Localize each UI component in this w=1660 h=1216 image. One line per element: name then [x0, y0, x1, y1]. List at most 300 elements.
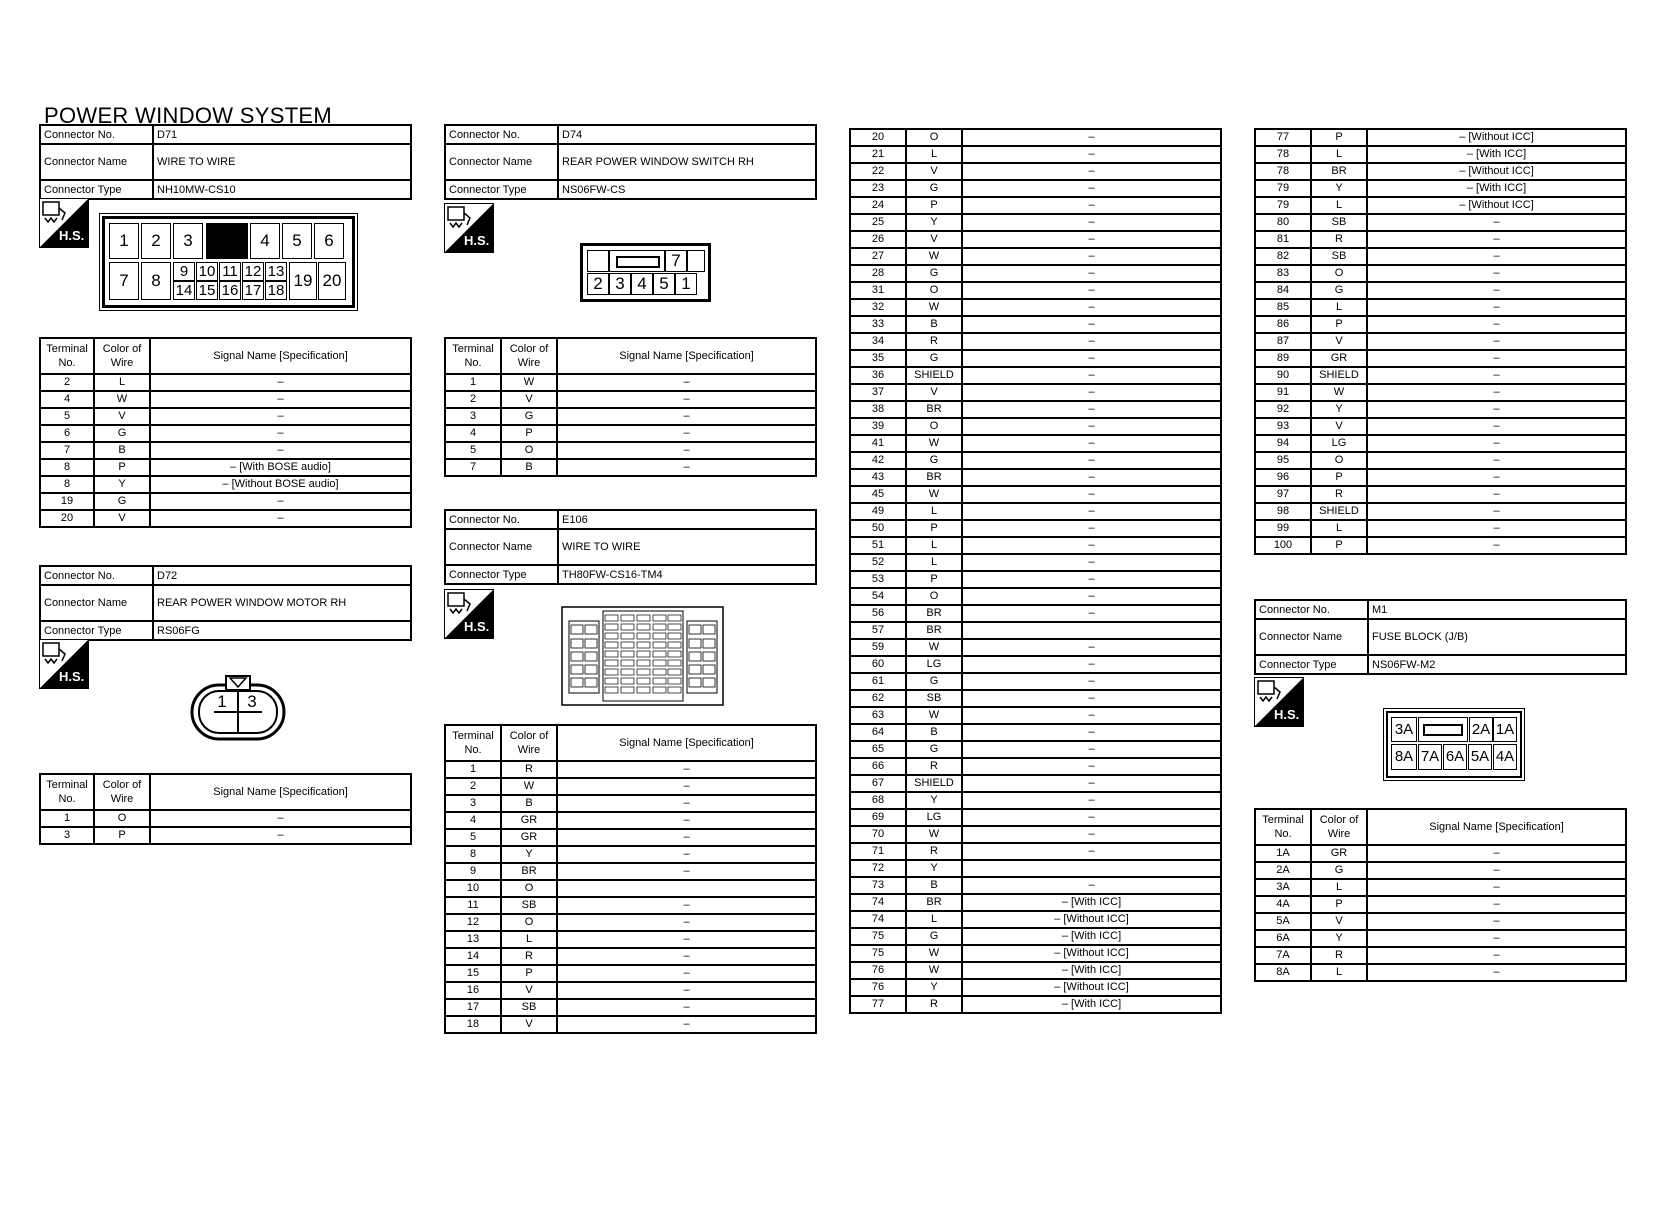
terminal-row: [1255, 248, 1626, 265]
terminal-no: 5A: [1255, 913, 1311, 930]
terminal-row: [1255, 384, 1626, 401]
terminal-no: 38: [850, 401, 906, 418]
wire-color: V: [501, 982, 557, 999]
wire-color: P: [1311, 469, 1367, 486]
terminal-row: [445, 914, 816, 931]
signal-name: –: [1367, 418, 1626, 435]
terminal-row: [445, 863, 816, 880]
terminal-row: [850, 843, 1221, 860]
signal-name: – [With ICC]: [962, 996, 1221, 1013]
wire-color: L: [906, 146, 962, 163]
terminal-row: [850, 435, 1221, 452]
terminal-row: [445, 965, 816, 982]
terminal-no: 43: [850, 469, 906, 486]
terminal-cell: 8: [141, 262, 171, 300]
signal-name: –: [557, 761, 816, 778]
connector-diagram-d72: [190, 673, 286, 743]
terminal-no: 4A: [1255, 896, 1311, 913]
hs-label: H.S.: [59, 669, 85, 684]
terminal-no: 98: [1255, 503, 1311, 520]
signal-name: –: [962, 588, 1221, 605]
signal-name: –: [962, 197, 1221, 214]
terminal-row: [1255, 401, 1626, 418]
terminal-row: [850, 350, 1221, 367]
signal-name: –: [962, 384, 1221, 401]
terminal-no: 13: [445, 931, 501, 948]
terminal-row: [445, 982, 816, 999]
signal-name: –: [1367, 231, 1626, 248]
terminal-row: [850, 724, 1221, 741]
terminal-no: 56: [850, 605, 906, 622]
terminal-row: [850, 877, 1221, 894]
wire-color: G: [906, 350, 962, 367]
wire-color: R: [906, 843, 962, 860]
terminal-no: 65: [850, 741, 906, 758]
terminal-no: 17: [445, 999, 501, 1016]
terminal-no: 49: [850, 503, 906, 520]
terminal-no: 2A: [1255, 862, 1311, 879]
wire-color: G: [906, 741, 962, 758]
wire-color: P: [501, 425, 557, 442]
terminal-no: 82: [1255, 248, 1311, 265]
terminal-no: 64: [850, 724, 906, 741]
terminal-no: 37: [850, 384, 906, 401]
terminal-no: 2: [40, 374, 94, 391]
terminal-no: 96: [1255, 469, 1311, 486]
terminal-no: 41: [850, 435, 906, 452]
terminal-no: 74: [850, 911, 906, 928]
terminal-no: 5: [445, 829, 501, 846]
wire-color: R: [501, 761, 557, 778]
signal-name: – [With ICC]: [962, 962, 1221, 979]
terminal-cell: 2: [141, 223, 171, 259]
terminal-no: 14: [445, 948, 501, 965]
terminal-cell: 14: [173, 281, 195, 300]
terminal-row: [40, 510, 411, 527]
terminal-row: [1255, 896, 1626, 913]
wire-color: V: [906, 163, 962, 180]
wire-color: V: [906, 231, 962, 248]
wire-color: V: [906, 384, 962, 401]
signal-name: –: [557, 374, 816, 391]
terminal-row: [40, 425, 411, 442]
terminal-row: [850, 316, 1221, 333]
wire-color: LG: [906, 656, 962, 673]
terminal-row: [850, 979, 1221, 996]
wire-color: G: [94, 425, 150, 442]
terminal-row: [850, 503, 1221, 520]
terminal-row: [850, 741, 1221, 758]
signal-name: –: [962, 129, 1221, 146]
terminal-no: 12: [445, 914, 501, 931]
signal-name: –: [1367, 350, 1626, 367]
terminal-no: 1: [445, 374, 501, 391]
terminal-row: [850, 588, 1221, 605]
terminal-row: [40, 476, 411, 493]
terminal-no: 7: [40, 442, 94, 459]
terminal-row: [40, 827, 411, 844]
wire-color: L: [1311, 299, 1367, 316]
connector-info-d74: Connector No. D74 Connector Name REAR POWER WINDOW SWITCH RH Connector Type NS06FW-CS: [444, 124, 817, 200]
terminal-no: 2: [445, 391, 501, 408]
terminal-cell: 9: [173, 262, 195, 281]
terminal-row: [850, 860, 1221, 877]
signal-name: – [With ICC]: [962, 928, 1221, 945]
terminal-cell: 7A: [1418, 744, 1442, 770]
wire-color: W: [906, 962, 962, 979]
terminal-no: 86: [1255, 316, 1311, 333]
terminal-no: 80: [1255, 214, 1311, 231]
terminal-row: [850, 639, 1221, 656]
terminal-no: 10: [445, 880, 501, 897]
signal-name: –: [1367, 469, 1626, 486]
wire-color: B: [906, 877, 962, 894]
terminal-no: 91: [1255, 384, 1311, 401]
connector-no: D71: [153, 125, 411, 144]
signal-name: –: [962, 503, 1221, 520]
terminal-no: 95: [1255, 452, 1311, 469]
wire-color: R: [1311, 231, 1367, 248]
terminal-no: 3A: [1255, 879, 1311, 896]
wire-color: P: [906, 520, 962, 537]
signal-name: – [Without BOSE audio]: [150, 476, 411, 493]
signal-name: –: [962, 877, 1221, 894]
terminal-no: 28: [850, 265, 906, 282]
terminal-row: [40, 810, 411, 827]
wire-color: O: [501, 880, 557, 897]
signal-name: –: [1367, 282, 1626, 299]
wire-color: SB: [1311, 214, 1367, 231]
terminal-row: [1255, 435, 1626, 452]
terminal-row: [445, 795, 816, 812]
hs-label: H.S.: [1274, 707, 1300, 722]
terminal-row: [1255, 503, 1626, 520]
terminal-table-e106-cont1: [849, 128, 1222, 1014]
signal-name: –: [962, 843, 1221, 860]
terminal-no: 60: [850, 656, 906, 673]
signal-name: –: [1367, 913, 1626, 930]
terminal-row: [445, 761, 816, 778]
signal-name: –: [557, 425, 816, 442]
signal-name: –: [1367, 947, 1626, 964]
connector-diagram-m1: [1386, 711, 1522, 778]
terminal-cell: 17: [242, 281, 264, 300]
connector-info-m1: Connector No. M1 Connector Name FUSE BLOCK (J/B) Connector Type NS06FW-M2: [1254, 599, 1627, 675]
wire-color: W: [501, 778, 557, 795]
terminal-row: [850, 401, 1221, 418]
signal-name: –: [962, 775, 1221, 792]
connector-info-d72: Connector No. D72 Connector Name REAR POWER WINDOW MOTOR RH Connector Type RS06FG: [39, 565, 412, 641]
terminal-cell: 1: [109, 223, 139, 259]
wire-color: G: [1311, 862, 1367, 879]
connector-no: D72: [153, 566, 411, 585]
terminal-row: [850, 690, 1221, 707]
terminal-row: [850, 248, 1221, 265]
harness-side-icon: [444, 589, 494, 639]
terminal-row: [1255, 913, 1626, 930]
signal-name: –: [1367, 248, 1626, 265]
signal-name: –: [150, 408, 411, 425]
connector-name: WIRE TO WIRE: [153, 144, 411, 180]
terminal-no: 81: [1255, 231, 1311, 248]
terminal-no: 84: [1255, 282, 1311, 299]
signal-name: –: [962, 537, 1221, 554]
terminal-cell: 7: [665, 250, 687, 272]
signal-name: [557, 880, 816, 897]
terminal-cell: 3: [173, 223, 203, 259]
terminal-no: 32: [850, 299, 906, 316]
wire-color: P: [1311, 316, 1367, 333]
terminal-no: 99: [1255, 520, 1311, 537]
signal-name: –: [557, 408, 816, 425]
terminal-no: 4: [445, 812, 501, 829]
wire-color: W: [906, 945, 962, 962]
terminal-no: 15: [445, 965, 501, 982]
terminal-no: 26: [850, 231, 906, 248]
connector-latch: [609, 250, 665, 272]
signal-name: –: [1367, 503, 1626, 520]
terminal-row: [850, 656, 1221, 673]
signal-name: –: [962, 367, 1221, 384]
wire-color: BR: [1311, 163, 1367, 180]
terminal-no: 76: [850, 979, 906, 996]
terminal-row: [850, 758, 1221, 775]
connector-type: NS06FW-M2: [1368, 655, 1626, 674]
wire-color: P: [501, 965, 557, 982]
wire-color: L: [1311, 197, 1367, 214]
connector-type: NS06FW-CS: [558, 180, 816, 199]
terminal-no: 69: [850, 809, 906, 826]
signal-name: –: [557, 846, 816, 863]
signal-name: –: [962, 316, 1221, 333]
wire-color: O: [501, 442, 557, 459]
signal-name: –: [962, 724, 1221, 741]
signal-name: –: [150, 391, 411, 408]
terminal-row: [850, 299, 1221, 316]
signal-name: –: [962, 605, 1221, 622]
wire-color: Y: [501, 846, 557, 863]
signal-name: –: [150, 510, 411, 527]
terminal-row: [1255, 845, 1626, 862]
signal-name: –: [962, 350, 1221, 367]
signal-name: –: [1367, 367, 1626, 384]
wire-color: V: [501, 1016, 557, 1033]
terminal-no: 7A: [1255, 947, 1311, 964]
terminal-no: 22: [850, 163, 906, 180]
signal-name: –: [962, 707, 1221, 724]
wire-color: V: [1311, 913, 1367, 930]
terminal-no: 78: [1255, 163, 1311, 180]
terminal-cell: 20: [318, 262, 346, 300]
wire-color: B: [906, 724, 962, 741]
wire-color: W: [906, 639, 962, 656]
terminal-row: [1255, 537, 1626, 554]
terminal-no: 18: [445, 1016, 501, 1033]
terminal-row: [850, 707, 1221, 724]
terminal-cell: [687, 250, 705, 272]
terminal-cell: 13: [265, 262, 287, 281]
terminal-cell: 12: [242, 262, 264, 281]
terminal-no: 70: [850, 826, 906, 843]
signal-name: –: [557, 914, 816, 931]
terminal-no: 45: [850, 486, 906, 503]
signal-name: –: [962, 741, 1221, 758]
terminal-row: [1255, 316, 1626, 333]
terminal-no: 62: [850, 690, 906, 707]
connector-latch: [1418, 717, 1468, 742]
wire-color: W: [501, 374, 557, 391]
signal-name: –: [1367, 896, 1626, 913]
terminal-no: 50: [850, 520, 906, 537]
terminal-row: [1255, 452, 1626, 469]
wire-color: G: [906, 180, 962, 197]
terminal-no: 77: [850, 996, 906, 1013]
terminal-row: [850, 792, 1221, 809]
signal-name: –: [962, 214, 1221, 231]
signal-name: – [Without ICC]: [1367, 163, 1626, 180]
connector-diagram-d74: [580, 243, 711, 302]
wire-color: Y: [1311, 930, 1367, 947]
terminal-row: [850, 163, 1221, 180]
terminal-row: [850, 146, 1221, 163]
signal-name: –: [1367, 384, 1626, 401]
signal-name: – [Without ICC]: [962, 945, 1221, 962]
terminal-no: 79: [1255, 197, 1311, 214]
connector-diagram-e106: [561, 606, 724, 706]
signal-name: –: [557, 982, 816, 999]
terminal-row: [40, 459, 411, 476]
terminal-no: 54: [850, 588, 906, 605]
wire-color: P: [94, 827, 150, 844]
terminal-no: 34: [850, 333, 906, 350]
wire-color: R: [906, 996, 962, 1013]
terminal-row: [850, 333, 1221, 350]
signal-name: –: [962, 452, 1221, 469]
terminal-no: 71: [850, 843, 906, 860]
wire-color: L: [94, 374, 150, 391]
terminal-row: [40, 408, 411, 425]
connector-type: RS06FG: [153, 621, 411, 640]
terminal-no: 24: [850, 197, 906, 214]
terminal-no: 33: [850, 316, 906, 333]
signal-name: –: [962, 486, 1221, 503]
signal-name: – [Without ICC]: [962, 979, 1221, 996]
signal-name: –: [962, 231, 1221, 248]
connector-info-e106: Connector No. E106 Connector Name WIRE TO WIRE Connector Type TH80FW-CS16-TM4: [444, 509, 817, 585]
wire-color: O: [1311, 452, 1367, 469]
terminal-cell: 1A: [1493, 717, 1517, 742]
terminal-row: [1255, 862, 1626, 879]
terminal-no: 76: [850, 962, 906, 979]
terminal-no: 83: [1255, 265, 1311, 282]
terminal-row: [850, 180, 1221, 197]
terminal-cell: 1: [217, 692, 227, 711]
signal-name: –: [962, 163, 1221, 180]
terminal-no: 19: [40, 493, 94, 510]
wire-color: B: [501, 459, 557, 476]
terminal-row: [1255, 231, 1626, 248]
terminal-cell: 4A: [1493, 744, 1517, 770]
terminal-cell: 5A: [1468, 744, 1492, 770]
wire-color: V: [94, 510, 150, 527]
wire-color: G: [906, 452, 962, 469]
terminal-cell: 2: [587, 273, 609, 295]
terminal-row: [1255, 197, 1626, 214]
signal-name: [962, 622, 1221, 639]
terminal-no: 6A: [1255, 930, 1311, 947]
wire-color: W: [906, 486, 962, 503]
wire-color: Y: [1311, 401, 1367, 418]
hs-label: H.S.: [464, 619, 490, 634]
signal-name: –: [1367, 333, 1626, 350]
signal-name: –: [962, 265, 1221, 282]
terminal-row: [850, 911, 1221, 928]
terminal-no: 92: [1255, 401, 1311, 418]
signal-name: –: [962, 690, 1221, 707]
connector-name: REAR POWER WINDOW MOTOR RH: [153, 585, 411, 621]
wire-color: R: [906, 333, 962, 350]
terminal-row: [40, 374, 411, 391]
terminal-no: 66: [850, 758, 906, 775]
signal-name: – [With ICC]: [1367, 180, 1626, 197]
terminal-row: [850, 894, 1221, 911]
wire-color: BR: [906, 605, 962, 622]
terminal-row: [850, 282, 1221, 299]
signal-name: –: [962, 418, 1221, 435]
terminal-row: [850, 265, 1221, 282]
terminal-no: 3: [445, 795, 501, 812]
wire-color: B: [906, 316, 962, 333]
signal-name: –: [962, 401, 1221, 418]
terminal-cell: 5: [653, 273, 675, 295]
signal-name: – [Without ICC]: [1367, 129, 1626, 146]
wire-color: BR: [906, 622, 962, 639]
terminal-no: 20: [850, 129, 906, 146]
terminal-row: [850, 945, 1221, 962]
terminal-row: [850, 486, 1221, 503]
terminal-row: [850, 197, 1221, 214]
terminal-no: 68: [850, 792, 906, 809]
signal-name: –: [150, 442, 411, 459]
terminal-row: [850, 129, 1221, 146]
terminal-row: [445, 442, 816, 459]
signal-name: –: [1367, 265, 1626, 282]
terminal-row: [445, 391, 816, 408]
terminal-no: 8: [40, 459, 94, 476]
wire-color: O: [906, 129, 962, 146]
signal-name: –: [962, 571, 1221, 588]
terminal-cell: 15: [196, 281, 218, 300]
wire-color: V: [1311, 333, 1367, 350]
terminal-no: 89: [1255, 350, 1311, 367]
terminal-no: 20: [40, 510, 94, 527]
terminal-table-e106-cont2: [1254, 128, 1627, 555]
signal-name: –: [962, 435, 1221, 452]
terminal-no: 1A: [1255, 845, 1311, 862]
wire-color: L: [906, 554, 962, 571]
terminal-row: [850, 605, 1221, 622]
signal-name: –: [962, 639, 1221, 656]
terminal-row: [850, 826, 1221, 843]
wire-color: B: [94, 442, 150, 459]
terminal-row: [445, 897, 816, 914]
signal-name: – [With ICC]: [962, 894, 1221, 911]
terminal-row: [1255, 163, 1626, 180]
terminal-no: 36: [850, 367, 906, 384]
terminal-cell: 8A: [1391, 744, 1417, 770]
terminal-no: 3: [40, 827, 94, 844]
wire-color: Y: [906, 214, 962, 231]
